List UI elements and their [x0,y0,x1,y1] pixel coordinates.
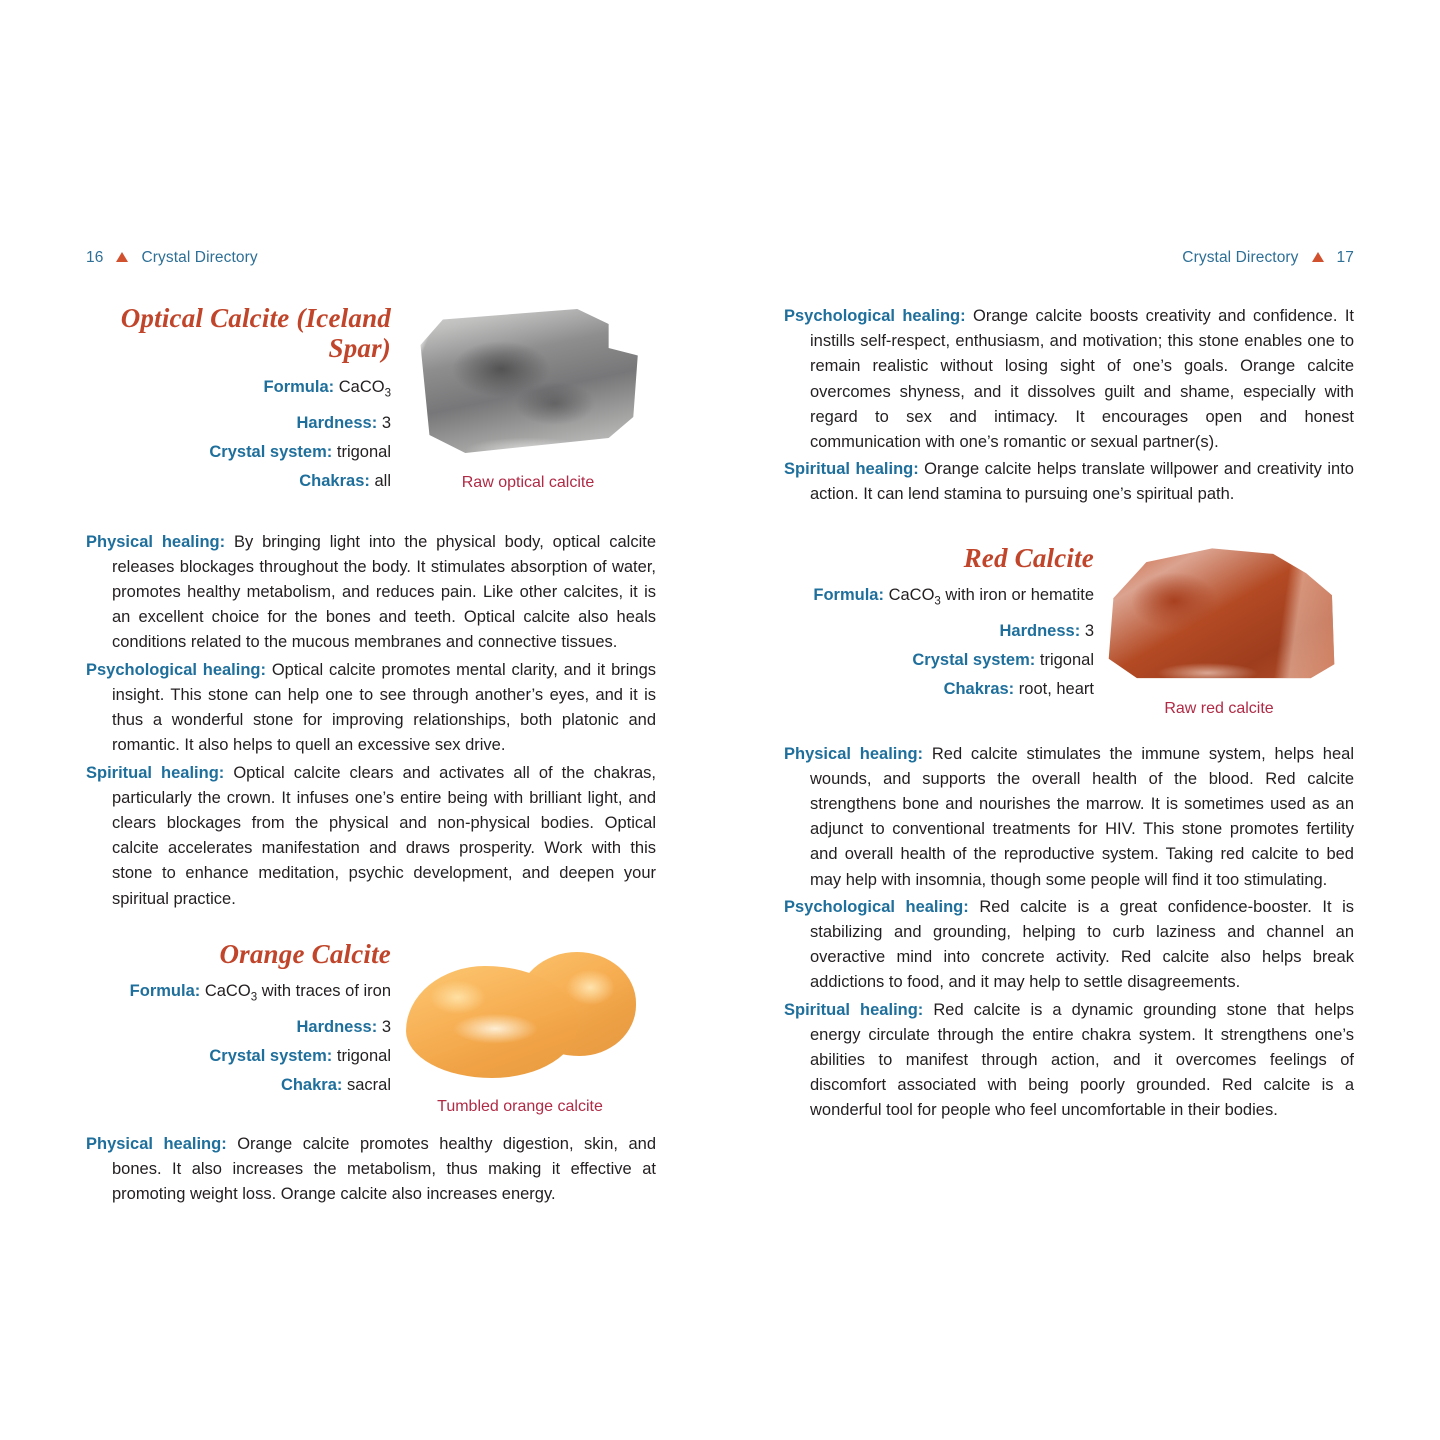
specs-orange-calcite [86,977,391,1099]
paragraph-text: Red calcite stimulates the immune system, helps heal wounds, and supports the overall health of the blood. Red calcite strengthens bone and nourishes the marrow. It is sometimes used as an adjunct to conventional treatments for HIV. This stone promotes fertility and overall health of the reproductive system. Taking red calcite to bed may help with insomnia, though some people will find it too stimulating. [810,744,1354,889]
paragraph-label: Spiritual healing: [784,460,919,479]
spec-value: 3 [381,413,391,432]
spec-label: Hardness: [296,413,378,432]
paragraph-label: Psychological healing: [784,307,966,325]
paragraph-spiritual-healing [86,761,656,912]
spec-value: 3 [381,1017,391,1036]
spec-row [784,581,1094,616]
paragraph-physical-healing [784,742,1354,893]
paragraph-psychological-healing [784,304,1354,455]
paragraph-label: Psychological healing: [784,897,969,916]
photo-tumbled-orange-calcite [404,948,636,1082]
page-right [784,248,1354,1440]
spec-label: Chakra: [280,1075,343,1094]
paragraph-physical-healing [86,530,656,656]
running-head-left [86,248,656,268]
spec-label: Hardness: [999,621,1081,640]
paragraph-spiritual-healing [784,998,1354,1124]
spec-row [784,617,1094,646]
spec-value: trigonal [1039,650,1094,669]
spec-row [86,1013,391,1042]
spec-label: Hardness: [296,1017,378,1036]
spec-row [784,646,1094,675]
spec-row [86,1042,391,1071]
spec-value: CaCO$_3$ with traces of iron [204,982,391,1004]
spec-value: root, heart [1018,679,1094,698]
spec-row [784,675,1094,704]
paragraph-text: By bringing light into the physical body, optical calcite releases blockages throughout the body. It stimulates absorption of water, promotes healthy metabolism, and reduces pain. Like other calcites, it is an excellent choice for the bones and teeth. Optical calcite also heals conditions related to the mucous membranes and connective tissues. [112,532,656,652]
spec-row [86,373,391,408]
paragraph-text: Optical calcite clears and activates all of the chakras, particularly the crown. It infuses one’s entire being with brilliant light, and clears blockages from the physical and non-physical bodies. Optical calcite accelerates manifestation and draws prosperity. Work with this stone to enhance meditation, psychic development, and deepen your spiritual practice. [112,763,656,908]
paragraph-psychological-healing [86,658,656,759]
spec-label: Formula: [129,982,201,1001]
spec-label: Chakras: [943,679,1015,698]
folio-number-left: 16 [86,249,104,266]
paragraph-label: Physical healing: [784,744,924,763]
figure-caption-raw-optical-calcite: Raw optical calcite [461,474,595,491]
spec-label: Formula: [263,378,335,397]
entry-red-calcite [784,544,1354,1124]
figure-tumbled-orange-calcite [404,948,636,1082]
paragraph-psychological-healing [784,895,1354,996]
paragraph-text: Orange calcite promotes healthy digestion, skin, and bones. It also increases the metabolism, thus making it effective at promoting weight loss. Orange calcite also increases energy. [112,1134,657,1204]
figure-raw-red-calcite [1104,546,1339,684]
spec-label: Formula: [813,586,884,605]
entry-orange-calcite [86,940,656,1208]
triangle-icon [1312,252,1324,262]
paragraph-label: Spiritual healing: [86,763,225,782]
entry-optical-calcite [86,304,656,912]
paragraph-text: Optical calcite promotes mental clarity, and it brings insight. This stone can help one to see through another’s eyes, and it is thus a wonderful stone for improving relationships, both platonic and romantic. It also helps to quell an excessive sex drive. [112,660,657,755]
specs-optical-calcite [86,373,391,495]
spec-row [86,438,391,467]
spec-row [86,467,391,496]
paragraph-label: Physical healing: [86,1134,227,1153]
paragraph-text: Orange calcite helps translate willpower and creativity into action. It can lend stamina to pursuing one’s spiritual path. [810,460,1354,504]
spec-label: Crystal system: [209,1046,333,1065]
spec-row [86,1071,391,1100]
spec-row [86,409,391,438]
figure-caption-tumbled-orange-calcite: Tumbled orange calcite [437,1097,603,1115]
spec-value: CaCO$_3$ with iron or hematite [888,586,1094,608]
paragraph-label: Psychological healing: [86,660,267,679]
spec-value: CaCO$_3$ [338,378,391,400]
paragraph-text: Red calcite is a dynamic grounding stone that helps energy circulate through the entire chakra system. It strengthens one’s abilities to manifest through action, and it overcomes feelings of discomfort associated with being poorly grounded. Red calcite is a wonderful tool for people who feel uncomfortable in their bodies. [810,1000,1354,1120]
folio-number-right: 17 [1336,249,1354,266]
spec-row [86,977,391,1012]
spec-value: sacral [346,1075,391,1094]
spec-value: all [374,471,391,490]
paragraph-text: Red calcite is a great confidence-booster. It is stabilizing and grounding, helping to curb laziness and channel an overactive mind into concrete activity. Red calcite also helps break addictions to food, and it may help to settle disagreements. [810,897,1354,992]
paragraph-physical-healing [86,1132,656,1208]
triangle-icon [116,252,128,262]
spec-value: trigonal [336,1046,391,1065]
entry-title-orange-calcite: Orange Calcite [219,938,391,969]
spec-value: 3 [1084,621,1094,640]
running-head-title-left: Crystal Directory [141,249,258,266]
running-head-right [784,248,1354,268]
figure-raw-optical-calcite [416,306,640,456]
spec-label: Crystal system: [912,650,1036,669]
photo-raw-optical-calcite [416,306,640,456]
page-left [86,248,656,1440]
photo-raw-red-calcite [1104,546,1339,684]
entry-title-red-calcite: Red Calcite [963,542,1094,573]
running-head-title-right: Crystal Directory [1182,249,1299,266]
paragraph-text: Orange calcite boosts creativity and confidence. It instills self-respect, enthusiasm, and motivation; this stone enables one to remain realistic without losing sight of one’s goals. Orange calcite overcomes shyness, and it dissolves guilt and shame, especially with regard to sex and intimacy. It encourages open and honest communication with one’s romantic or sexual partner(s). [810,307,1354,452]
paragraph-label: Physical healing: [86,532,226,551]
figure-caption-raw-red-calcite: Raw red calcite [1164,699,1274,717]
spec-label: Chakras: [299,471,370,490]
paragraph-spiritual-healing [784,457,1354,507]
spec-value: trigonal [336,442,391,461]
paragraph-label: Spiritual healing: [784,1000,924,1019]
entry-title-optical-calcite: Optical Calcite (Iceland Spar) [120,303,391,363]
spec-label: Crystal system: [209,442,333,461]
specs-red-calcite [784,581,1094,703]
